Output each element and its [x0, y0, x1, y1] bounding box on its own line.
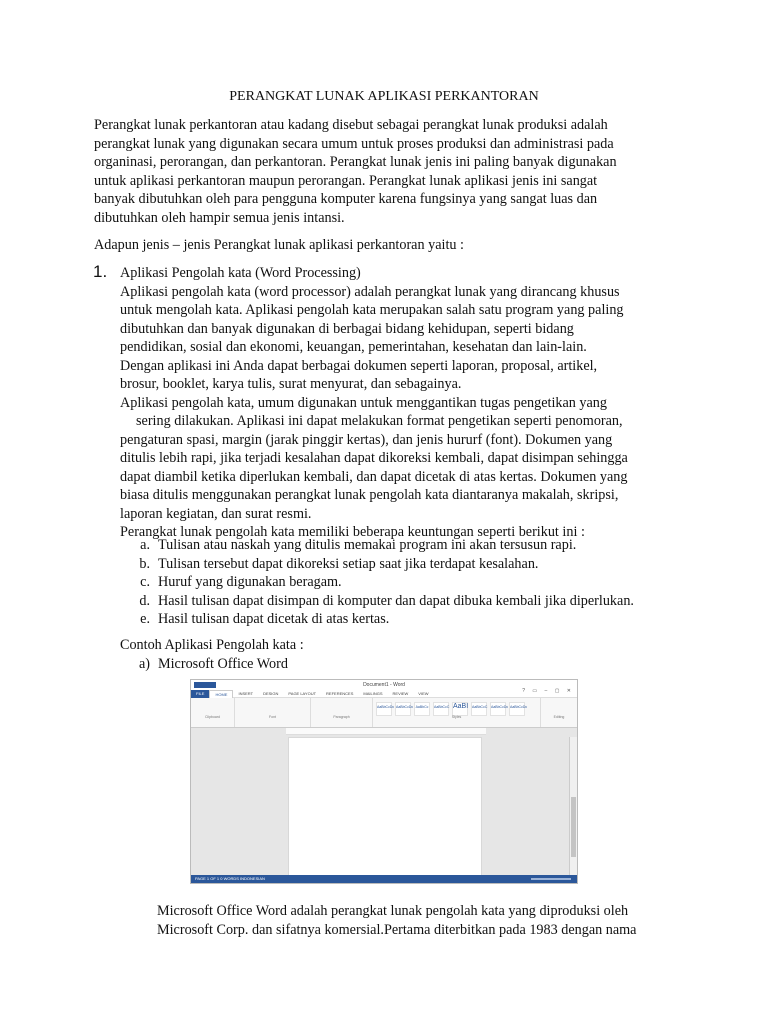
- closing-paragraph: [157, 902, 636, 939]
- word-tab-home: HOME: [209, 690, 233, 698]
- intro-line: Perangkat lunak perkantoran atau kadang disebut sebagai perangkat lunak produksi adalah: [94, 117, 608, 133]
- closing-line: Microsoft Corp. dan sifatnya komersial.Pertama diterbitkan pada 1983 dengan nama: [157, 921, 637, 938]
- para2-line: dapat diambil ketika diperlukan kembali, dan dapat dicetak di atas kertas. Dokumen yang: [120, 468, 628, 485]
- jenis-intro: Adapun jenis – jenis Perangkat lunak aplikasi perkantoran yaitu :: [94, 237, 464, 253]
- style-tile: AaBbCcDc: [490, 702, 506, 716]
- word-document-area: [191, 737, 569, 875]
- group-label: Clipboard: [205, 714, 220, 719]
- word-tab-file: FILE: [191, 690, 209, 698]
- list-text: Huruf yang digunakan beragam.: [158, 574, 342, 590]
- word-tab-review: REVIEW: [392, 690, 409, 696]
- intro-line: dibutuhkan oleh hampir semua jenis intansi.: [94, 209, 345, 226]
- para2-line: Aplikasi pengolah kata, umum digunakan untuk menggantikan tugas pengetikan yang: [120, 394, 607, 411]
- style-tile: AaBbCcDc: [509, 702, 525, 716]
- list-item: [120, 573, 634, 592]
- window-controls-icon: ? ▭ – ▢ ✕: [522, 688, 574, 694]
- list-text: Hasil tulisan dapat disimpan di komputer dan dapat dibuka kembali jika diperlukan.: [158, 592, 634, 609]
- ribbon-group-paragraph: [311, 698, 373, 727]
- para2-line: laporan kegiatan, dan surat resmi.: [120, 505, 312, 522]
- para2-line: ditulis lebih rapi, jika terjadi kesalahan dapat dikoreksi kembali, dapat disimpan sehingga: [120, 450, 628, 466]
- list-marker: e.: [140, 611, 150, 627]
- para2-line: biasa ditulis menggunakan perangkat lunak pengolah kata diantaranya makalah, skripsi,: [120, 487, 619, 503]
- para1-line: dibutuhkan dan banyak digunakan di berbagai bidang kehidupan, seperti bidang: [120, 320, 574, 337]
- para2-line: pengaturan spasi, margin (jarak pinggir kertas), dan jenis hururf (font). Dokumen yang: [120, 431, 613, 448]
- list-marker: a.: [140, 537, 150, 553]
- word-status-bar: [191, 875, 577, 883]
- intro-line: untuk aplikasi perkantoran maupun perorangan. Perangkat lunak aplikasi jenis ini sangat: [94, 172, 598, 189]
- style-tile: AaBI: [452, 702, 468, 716]
- list-item: [120, 555, 634, 574]
- style-tile: AaBbCcDc: [376, 702, 392, 716]
- section-number: 1.: [93, 262, 108, 281]
- list-text: Tulisan atau naskah yang ditulis memakai program ini akan tersusun rapi.: [158, 537, 577, 553]
- para1-line: untuk mengolah kata. Aplikasi pengolah kata merupakan salah satu program yang paling: [120, 302, 624, 318]
- word-window-title: Document1 - Word: [363, 681, 405, 688]
- section-word-processing: [120, 264, 680, 542]
- intro-paragraph: [94, 116, 679, 227]
- list-text: Hasil tulisan dapat dicetak di atas kertas.: [158, 611, 390, 627]
- word-blank-page: [288, 737, 482, 877]
- word-ruler: [286, 728, 486, 735]
- style-tile: AaBbCcC: [471, 702, 487, 716]
- contoh-text: Microsoft Office Word: [158, 655, 288, 672]
- document-title: PERANGKAT LUNAK APLIKASI PERKANTORAN: [229, 89, 539, 104]
- ribbon-group-font: [235, 698, 311, 727]
- para2-line: sering dilakukan. Aplikasi ini dapat melakukan format pengetikan seperti penomoran,: [136, 413, 623, 429]
- ribbon-group-styles: [373, 698, 541, 727]
- group-label: Font: [268, 714, 276, 719]
- style-tile: AaBbCc: [414, 702, 430, 716]
- para1-line: Aplikasi pengolah kata (word processor) adalah perangkat lunak yang dirancang khusus: [120, 283, 620, 300]
- contoh-section: [120, 636, 304, 673]
- list-item: [120, 592, 634, 611]
- contoh-intro: Contoh Aplikasi Pengolah kata :: [120, 637, 304, 653]
- word-status-text: PAGE 1 OF 1 0 WORDS INDONESIAN: [195, 876, 265, 881]
- list-item: [120, 536, 634, 555]
- word-screenshot: [190, 679, 578, 884]
- intro-line: organinasi, perorangan, dan perkantoran. Perangkat lunak jenis ini paling banyak digunakan: [94, 154, 617, 170]
- list-item: [120, 610, 634, 629]
- contoh-marker: a): [138, 655, 150, 672]
- style-tile: AaBbCcDc: [395, 702, 411, 716]
- quick-access-toolbar: [194, 682, 216, 688]
- section-heading: Aplikasi Pengolah kata (Word Processing): [120, 265, 361, 281]
- para1-line: Dengan aplikasi ini Anda dapat berbagai dokumen seperti laporan, proposal, artikel,: [120, 357, 598, 374]
- ribbon-group-editing: [541, 698, 577, 727]
- group-label: Styles: [451, 714, 462, 719]
- contoh-item: [120, 655, 304, 674]
- para1-line: brosur, booklet, karya tulis, surat menyurat, dan sebagainya.: [120, 376, 462, 392]
- keuntungan-list: [120, 536, 634, 629]
- intro-line: perangkat lunak yang digunakan secara umum untuk proses produksi dan administrasi pada: [94, 135, 614, 152]
- list-marker: b.: [139, 555, 150, 572]
- word-tab-mailings: MAILINGS: [363, 690, 383, 696]
- list-marker: d.: [139, 592, 150, 609]
- word-ribbon: [191, 698, 577, 728]
- group-label: Editing: [553, 714, 565, 719]
- group-label: Paragraph: [333, 714, 350, 719]
- word-tab-references: REFERENCES: [326, 690, 354, 696]
- word-tab-design: DESIGN: [263, 690, 279, 696]
- intro-line: banyak dibutuhkan oleh para pengguna komputer karena fungsinya yang sangat luas dan: [94, 191, 598, 207]
- style-tile: AaBbCcC: [433, 702, 449, 716]
- zoom-slider-icon: [531, 878, 571, 880]
- list-text: Tulisan tersebut dapat dikoreksi setiap saat jika terdapat kesalahan.: [158, 555, 539, 572]
- scrollbar-thumb: [571, 797, 576, 857]
- para1-line: pendidikan, sosial dan ekonomi, keuangan, pemerintahan, kesehatan dan lain-lain.: [120, 339, 587, 355]
- keuntungan-intro: Perangkat lunak pengolah kata memiliki beberapa keuntungan seperti berikut ini :: [120, 524, 585, 540]
- word-tab-insert: INSERT: [238, 690, 254, 696]
- list-marker: c.: [140, 574, 150, 590]
- closing-line: Microsoft Office Word adalah perangkat lunak pengolah kata yang diproduksi oleh: [157, 903, 629, 919]
- word-scrollbar: [569, 737, 577, 875]
- word-tab-view: VIEW: [418, 690, 429, 696]
- ribbon-group-clipboard: [191, 698, 235, 727]
- word-tab-page-layout: PAGE LAYOUT: [288, 690, 317, 696]
